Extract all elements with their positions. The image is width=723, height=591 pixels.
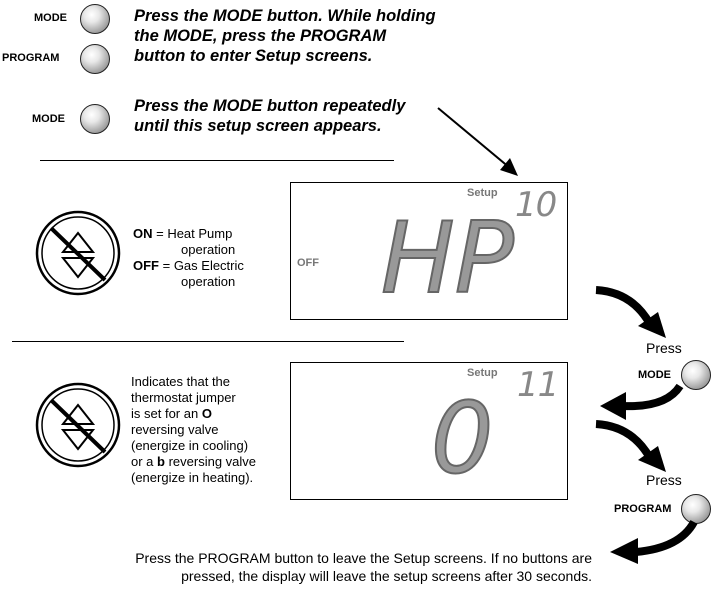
divider: [12, 341, 404, 342]
lcd-main-value: HP: [381, 202, 514, 316]
instruction-line: until this setup screen appears.: [134, 117, 382, 135]
instruction-line: Press the MODE button. While holding: [134, 7, 436, 25]
desc-line: Indicates that the: [131, 374, 231, 389]
desc-line: is set for an: [131, 406, 202, 421]
desc-line: (energize in heating).: [131, 470, 254, 485]
instruction-line: button to enter Setup screens.: [134, 47, 373, 65]
off-desc-2: operation: [181, 274, 236, 289]
instruction-line: the MODE, press the PROGRAM: [134, 27, 387, 45]
mode-button-label: MODE: [34, 12, 67, 24]
mode-status: OFF: [297, 257, 319, 269]
mode-button[interactable]: [80, 104, 110, 134]
program-button[interactable]: [80, 44, 110, 74]
off-key: OFF: [133, 258, 159, 273]
bottom-line: Press the PROGRAM button to leave the Setup screens. If no buttons are: [135, 550, 592, 566]
program-button-label: PROGRAM: [2, 52, 60, 64]
exit-setup-instruction: [62, 549, 592, 585]
bottom-line: pressed, the display will leave the setup screens after 30 seconds.: [181, 568, 592, 584]
desc-line: (energize in cooling): [131, 438, 249, 453]
instruction-enter-setup: [134, 6, 436, 66]
pointer-arrow-icon: [430, 96, 530, 186]
instruction-repeat-mode: [134, 96, 405, 136]
lcd-display-screen-11: [290, 362, 568, 500]
heat-pump-legend: [133, 226, 244, 290]
press-label: Press: [646, 472, 682, 488]
on-desc: = Heat Pump: [152, 226, 233, 241]
program-button-label: PROGRAM: [614, 503, 672, 515]
screen-number: 10: [515, 185, 557, 225]
lcd-display-screen-10: [290, 182, 568, 320]
press-label: Press: [646, 340, 682, 356]
curved-arrow-icon: [592, 416, 672, 476]
setup-label: Setup: [467, 367, 498, 379]
desc-line: reversing valve: [164, 454, 257, 469]
curved-arrow-icon: [606, 518, 702, 566]
desc-line: reversing valve: [131, 422, 219, 437]
mode-button-label: MODE: [638, 369, 671, 381]
on-key: ON: [133, 226, 153, 241]
no-flame-icon: [33, 208, 123, 298]
screen-number: 11: [517, 365, 559, 405]
o-letter: O: [201, 406, 212, 421]
divider: [40, 160, 394, 161]
desc-line: thermostat jumper: [131, 390, 236, 405]
on-desc-2: operation: [181, 242, 236, 257]
off-desc: = Gas Electric: [159, 258, 244, 273]
mode-button[interactable]: [80, 4, 110, 34]
desc-line: or a: [131, 454, 158, 469]
reversing-valve-description: [131, 374, 256, 486]
curved-arrow-icon: [592, 282, 672, 342]
lcd-main-value: 0: [431, 382, 494, 496]
instruction-line: Press the MODE button repeatedly: [134, 97, 406, 115]
b-letter: b: [157, 454, 165, 469]
mode-button-label: MODE: [32, 113, 65, 125]
no-flame-icon: [33, 380, 123, 470]
setup-label: Setup: [467, 187, 498, 199]
